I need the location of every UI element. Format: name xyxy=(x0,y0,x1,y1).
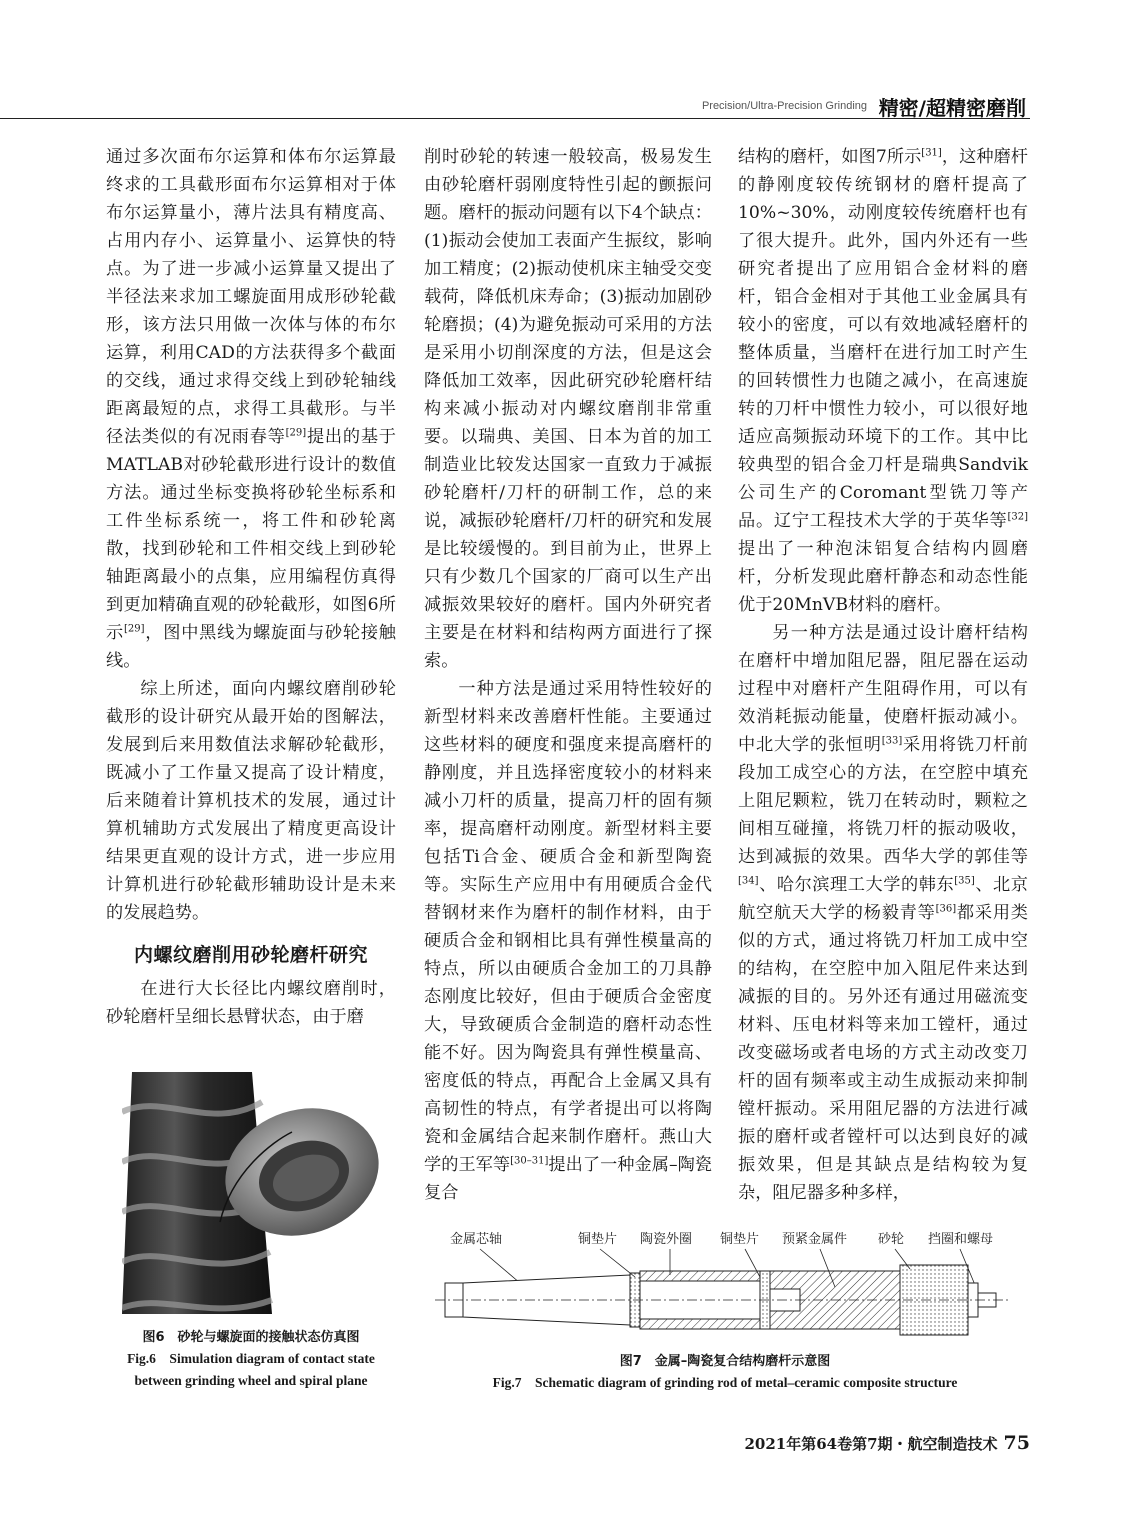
figure-7-caption xyxy=(440,1352,1010,1394)
text: 采用将铣刀杆前段加工成空心的方法，在空腔中填充上阻尼颗粒，铣刀在转动时，颗粒之间相互碰撞，将铣刀杆的振动吸收，达到减振的效果。西华大学的郭佳等 xyxy=(738,735,1028,867)
text: ，图中黑线为螺旋面与砂轮接触线。 xyxy=(106,623,396,671)
text: 、哈尔滨理工大学的韩东 xyxy=(758,875,955,895)
header-cn-title: 精密/超精密磨削 xyxy=(878,96,1026,120)
figure-6-image xyxy=(122,1072,382,1314)
page-number: 75 xyxy=(1003,1432,1030,1454)
figure-6-caption xyxy=(100,1328,402,1392)
text: 另一种方法是通过设计磨杆结构在磨杆中增加阻尼器，阻尼器在运动过程中对磨杆产生阻碍作用，可以有效消耗振动能量，使磨杆振动减小。中北大学的张恒明 xyxy=(738,623,1028,755)
text: 一种方法是通过采用特性较好的新型材料来改善磨杆性能。主要通过这些材料的硬度和强度来提高磨杆的静刚度，并且选择密度较小的材料来减小刀杆的质量，提高刀杆的固有频率，提高磨杆动刚度。新型材料主要包括Ti合金、硬质合金和新型陶瓷等。实际生产应用中有用硬质合金代替钢材来作为磨杆的制作材料，由于硬质合金和钢相比具有弹性模量高的特点，所以由硬质合金加工的刀具静态刚度比较好，但由于硬质合金密度大，导致硬质合金制造的磨杆动态性能不好。因为陶瓷具有弹性模量高、密度低的特点，再配合上金属又具有高韧性的特点，有学者提出可以将陶瓷和金属结合起来制作磨杆。燕山大学的王军等 xyxy=(424,679,712,1175)
paragraph: 在进行大长径比内螺纹磨削时，砂轮磨杆呈细长悬臂状态，由于磨 xyxy=(106,979,396,1027)
text: 提出的基于MATLAB对砂轮截形进行设计的数值方法。通过坐标变换将砂轮坐标系和工件坐标系统一，将工件和砂轮离散，找到砂轮和工件相交线上到砂轮轴距离最小的点集，应用编程仿真得到更加精确直观的砂轮截形，如图6所示 xyxy=(106,427,396,643)
fig7-label-metal-core: 金属芯轴 xyxy=(450,1232,503,1247)
text: 通过多次面布尔运算和体布尔运算最终求的工具截形面布尔运算相对于体布尔运算量小，薄片法具有精度高、占用内存小、运算量小、运算快的特点。为了进一步减小运算量又提出了半径法来求加工螺旋面用成形砂轮截形，该方法只用做一次体与体的布尔运算，利用CAD的方法获得多个截面的交线，通过求得交线上到砂轮轴线距离最短的点，求得工具截形。与半径法类似的有况雨春等 xyxy=(106,147,396,447)
column-3 xyxy=(738,143,1028,1207)
fig7-label-ceramic-ring: 陶瓷外圈 xyxy=(640,1232,693,1247)
fig7-label-retainer-nut: 挡圈和螺母 xyxy=(928,1232,994,1247)
paragraph xyxy=(106,143,396,675)
citation: [29] xyxy=(285,427,307,439)
figure-7-diagram xyxy=(430,1225,1020,1345)
paragraph xyxy=(424,675,712,1207)
text: ，这种磨杆的静刚度较传统钢材的磨杆提高了10%~30%，动刚度较传统磨杆也有了很大提升。此外，国内外还有一些研究者提出了应用铝合金材料的磨杆，铝合金相对于其他工业金属具有较小的密度，可以有效地减轻磨杆的整体质量，当磨杆在进行加工时产生的回转惯性力也随之减小，在高速旋转的刀杆中惯性力较小，可以很好地适应高频振动环境下的工作。其中比较典型的铝合金刀杆是瑞典Sandvik公司生产的Coromant型铣刀等产品。辽宁工程技术大学的于英华等 xyxy=(738,147,1028,531)
column-2 xyxy=(424,143,712,1207)
caption-cn: 图7 金属–陶瓷复合结构磨杆示意图 xyxy=(619,1354,831,1369)
text: 提出了一种泡沫铝复合结构内圆磨杆，分析发现此磨杆静态和动态性能优于20MnVB材料的磨杆。 xyxy=(738,539,1028,615)
citation: [35] xyxy=(954,875,975,887)
paragraph xyxy=(738,143,1028,619)
fig7-label-preload-part: 预紧金属件 xyxy=(782,1232,848,1247)
text: 都采用类似的方式，通过将铣刀杆加工成中空的结构，在空腔中加入阻尼件来达到减振的目的。另外还有通过用磁流变材料、压电材料等来加工镗杆，通过改变磁场或者电场的方式主动改变刀杆的固有频率或主动生成振动来抑制镗杆振动。采用阻尼器的方法进行减振的磨杆或者镗杆可以达到良好的减振效果，但是其缺点是结构较为复杂，阻尼器多种多样， xyxy=(738,903,1028,1203)
running-header xyxy=(0,84,1134,124)
text: 提出了一种金属–陶瓷复合 xyxy=(424,1155,712,1203)
fig7-label-copper-gasket-1: 铜垫片 xyxy=(578,1232,618,1247)
paragraph: 削时砂轮的转速一般较高，极易发生由砂轮磨杆弱刚度特性引起的颤振问题。磨杆的振动问题有以下4个缺点：(1)振动会使加工表面产生振纹，影响加工精度；(2)振动使机床主轴受交变载荷，降低机床寿命；(3)振动加剧砂轮磨损；(4)为避免振动可采用的方法是采用小切削深度的方法，但是这会降低加工效率，因此研究砂轮磨杆结构来减小振动对内螺纹磨削非常重要。以瑞典、美国、日本为首的加工制造业比较发达国家一直致力于减振砂轮磨杆/刀杆的研制工作，总的来说，减振砂轮磨杆/刀杆的研究和发展是比较缓慢的。到目前为止，世界上只有少数几个国家的厂商可以生产出减振效果较好的磨杆。国内外研究者主要是在材料和结构两方面进行了探索。 xyxy=(424,147,712,671)
caption-cn: 图6 砂轮与螺旋面的接触状态仿真图 xyxy=(142,1330,360,1345)
citation: [30–31] xyxy=(510,1155,549,1167)
citation: [31] xyxy=(921,147,942,159)
section-title: 内螺纹磨削用砂轮磨杆研究 xyxy=(133,944,368,966)
column-1-continued xyxy=(106,975,396,1031)
citation: [32] xyxy=(1007,511,1028,523)
caption-en-line1: Fig.6 Simulation diagram of contact state xyxy=(127,1351,375,1366)
caption-en: Fig.7 Schematic diagram of grinding rod of metal–ceramic composite structure xyxy=(492,1375,958,1390)
fig7-label-copper-gasket-2: 铜垫片 xyxy=(720,1232,760,1247)
citation: [34] xyxy=(738,875,759,887)
caption-en-line2: between grinding wheel and spiral plane xyxy=(134,1373,368,1388)
header-en-title: Precision/Ultra-Precision Grinding xyxy=(701,100,867,112)
journal-info: 2021年第64卷第7期・航空制造技术 xyxy=(744,1435,998,1453)
column-1 xyxy=(106,143,396,927)
fig7-label-grinding-wheel: 砂轮 xyxy=(878,1232,905,1247)
paragraph xyxy=(738,619,1028,1207)
text: 结构的磨杆，如图7所示 xyxy=(738,147,922,167)
page-footer xyxy=(744,1432,1030,1454)
paragraph: 综上所述，面向内螺纹磨削砂轮截形的设计研究从最开始的图解法，发展到后来用数值法求解砂轮截形，既减小了工作量又提高了设计精度，后来随着计算机技术的发展，通过计算机辅助方式发展出了精度更高设计结果更直观的设计方式，进一步应用计算机进行砂轮截形辅助设计是未来的发展趋势。 xyxy=(106,679,396,923)
text: 、北京航空航天大学的杨毅青等 xyxy=(738,875,1028,923)
header-rule xyxy=(0,118,1030,119)
citation: [33] xyxy=(881,735,903,747)
citation: [36] xyxy=(935,903,957,915)
citation: [29] xyxy=(123,623,145,635)
